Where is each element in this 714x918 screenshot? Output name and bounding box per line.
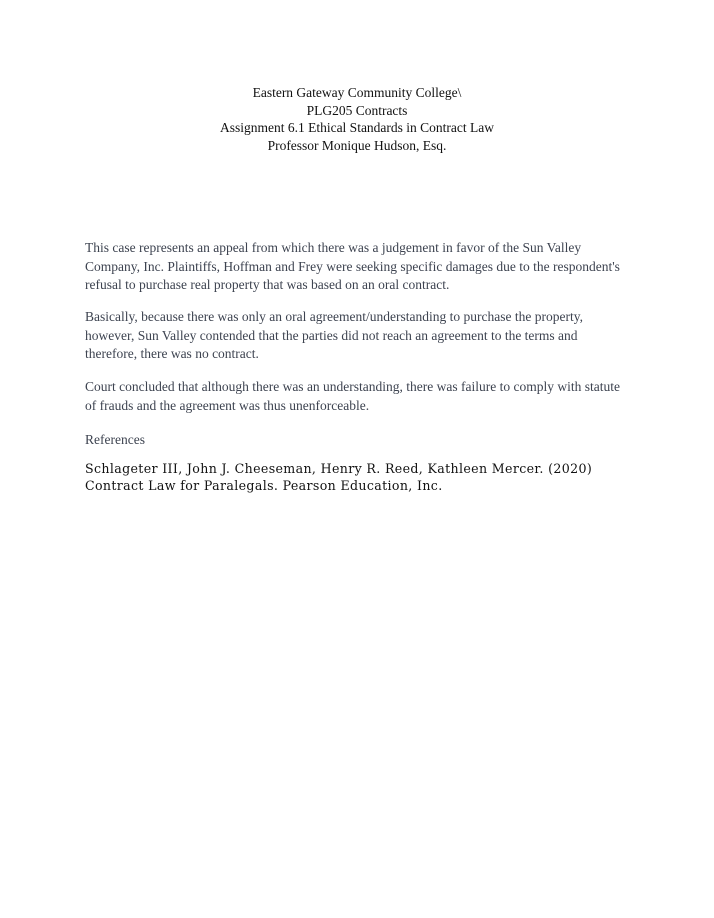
- assignment-title: Assignment 6.1 Ethical Standards in Contract Law: [219, 120, 495, 135]
- college-name: Eastern Gateway Community College\: [252, 85, 462, 100]
- paragraph-oral-agreement: Basically, because there was only an oral agreement/understanding to purchase the property, however, Sun Valley contended that the parties did not reach an agreement to the terms and therefore, there was no contract.: [85, 309, 583, 361]
- paragraph-court-conclusion: Court concluded that although there was an understanding, there was failure to comply with statute of frauds and the agreement was thus unenforceable.: [85, 379, 620, 413]
- references-heading: References: [85, 432, 145, 447]
- reference-citation: Schlageter III, John J. Cheeseman, Henry R. Reed, Kathleen Mercer. (2020) Contract Law for Paralegals. Pearson Education, Inc.: [85, 461, 593, 493]
- professor-name: Professor Monique Hudson, Esq.: [267, 137, 447, 153]
- paragraph-case-summary: This case represents an appeal from which there was a judgement in favor of the Sun Valley Company, Inc. Plaintiffs, Hoffman and Frey were seeking specific damages due to the respondent's refusal to purchase real property that was based on an oral contract.: [85, 240, 620, 292]
- course-name: PLG205 Contracts: [306, 102, 408, 118]
- document-header: [0, 84, 714, 154]
